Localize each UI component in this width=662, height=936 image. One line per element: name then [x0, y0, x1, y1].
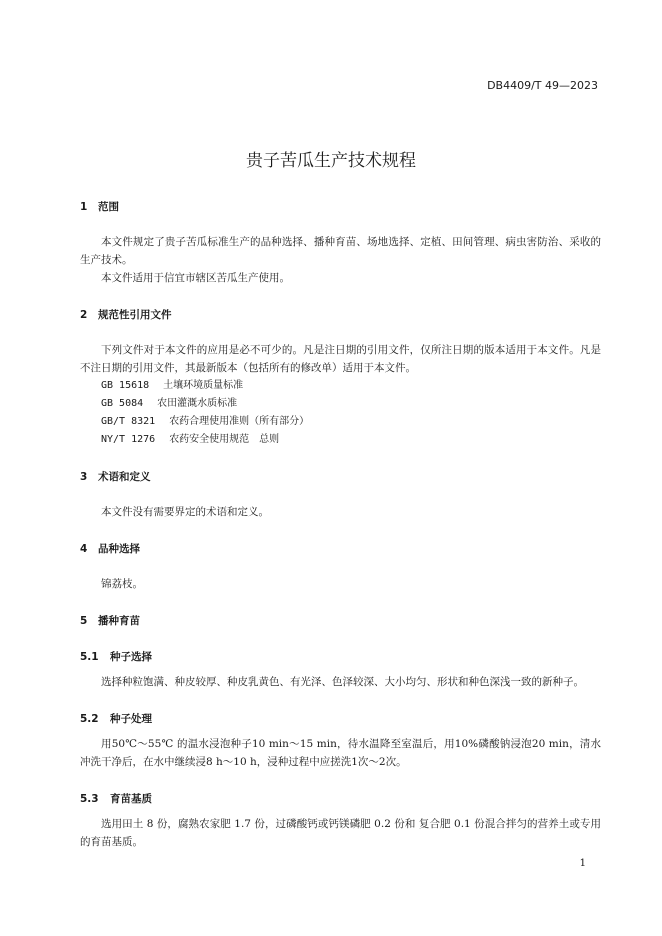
section-number: 2	[80, 309, 88, 321]
reference-name: 农药合理使用准则（所有部分）	[169, 416, 310, 427]
section-number: 1	[80, 201, 88, 213]
reference-code: NY/T 1276	[101, 434, 156, 445]
reference-code: GB 15618	[101, 380, 150, 391]
paragraph: 选择种粒饱满、种皮较厚、种皮乳黄色、有光泽、色泽较深、大小均匀、形状和种色深浅一致的新种子。	[101, 676, 584, 688]
subsection-heading-5-1	[80, 649, 601, 665]
reference-name: 土壤环境质量标准	[163, 380, 244, 391]
section-body-5-3	[80, 815, 601, 851]
section-heading-5	[80, 613, 601, 629]
section-title: 品种选择	[98, 543, 140, 555]
section-body-5-1	[80, 673, 601, 691]
reference-item	[80, 395, 601, 413]
section-number: 4	[80, 543, 88, 555]
paragraph: 本文件没有需要界定的术语和定义。	[101, 506, 269, 518]
section-heading-1	[80, 199, 601, 215]
section-number: 5.3	[80, 793, 99, 805]
reference-item	[80, 413, 601, 431]
subsection-heading-5-2	[80, 711, 601, 727]
section-heading-4	[80, 541, 601, 557]
reference-code: GB/T 8321	[101, 416, 156, 427]
paragraph: 用50℃～55℃ 的温水浸泡种子10 min～15 min，待水温降至室温后，用10%磷酸钠浸泡20 min，清水冲洗干净后，在水中继续浸8 h～10 h，浸种过程中应搓洗1次～2次。	[80, 738, 601, 768]
paragraph: 选用田土 8 份，腐熟农家肥 1.7 份，过磷酸钙或钙镁磷肥 0.2 份和 复合肥 0.1 份混合拌匀的营养土或专用的育苗基质。	[80, 818, 601, 848]
section-title: 种子选择	[110, 651, 152, 663]
section-heading-3	[80, 469, 601, 485]
section-number: 5	[80, 615, 88, 627]
section-title: 规范性引用文件	[98, 309, 172, 321]
reference-name: 农药安全使用规范 总则	[169, 434, 280, 445]
section-number: 3	[80, 471, 88, 483]
section-number: 5.2	[80, 713, 99, 725]
paragraph: 本文件适用于信宜市辖区苦瓜生产使用。	[101, 272, 290, 284]
paragraph: 锦荔枝。	[101, 578, 143, 590]
reference-item	[80, 431, 601, 449]
subsection-heading-5-3	[80, 791, 601, 807]
section-title: 范围	[98, 201, 119, 213]
document-body	[80, 199, 601, 851]
page-number: 1	[579, 858, 586, 869]
section-heading-2	[80, 307, 601, 323]
paragraph: 本文件规定了贵子苦瓜标准生产的品种选择、播种育苗、场地选择、定植、田间管理、病虫害防治、采收的生产技术。	[80, 236, 601, 266]
section-number: 5.1	[80, 651, 99, 663]
section-body-4	[80, 575, 601, 593]
section-title: 术语和定义	[98, 471, 151, 483]
reference-name: 农田灌溉水质标准	[157, 398, 238, 409]
standard-code: DB4409/T 49—2023	[487, 79, 598, 92]
reference-item	[80, 377, 601, 395]
section-body-2	[80, 341, 601, 449]
section-title: 种子处理	[110, 713, 152, 725]
section-body-1	[80, 233, 601, 287]
paragraph: 下列文件对于本文件的应用是必不可少的。凡是注日期的引用文件，仅所注日期的版本适用于本文件。凡是不注日期的引用文件，其最新版本（包括所有的修改单）适用于本文件。	[80, 344, 601, 374]
reference-code: GB 5084	[101, 398, 144, 409]
section-title: 播种育苗	[98, 615, 140, 627]
section-body-3	[80, 503, 601, 521]
section-body-5-2	[80, 735, 601, 771]
document-title: 贵子苦瓜生产技术规程	[246, 151, 416, 171]
section-title: 育苗基质	[110, 793, 152, 805]
